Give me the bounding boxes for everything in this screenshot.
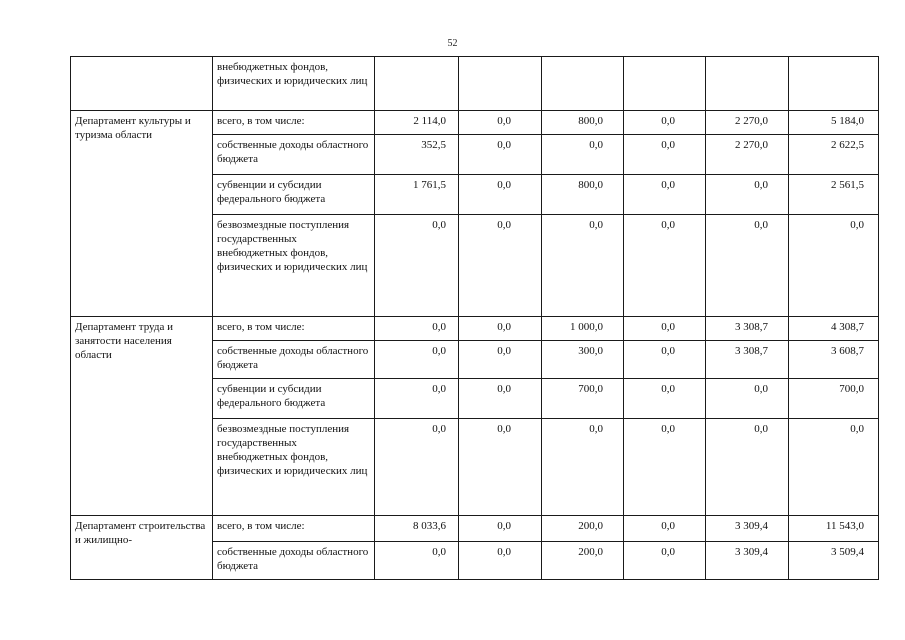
value-cell: 1 761,5 — [375, 175, 459, 215]
funding-source-cell: всего, в том числе: — [213, 111, 375, 135]
value-cell: 3 308,7 — [706, 317, 789, 341]
value-cell: 300,0 — [542, 341, 624, 379]
funding-source-cell: внебюджетных фондов, физических и юридических лиц — [213, 57, 375, 111]
funding-source-cell: собственные доходы областного бюджета — [213, 341, 375, 379]
funding-source-cell: всего, в том числе: — [213, 317, 375, 341]
value-cell: 0,0 — [789, 215, 879, 317]
value-cell: 800,0 — [542, 111, 624, 135]
value-cell: 0,0 — [624, 341, 706, 379]
value-cell: 3 509,4 — [789, 542, 879, 580]
value-cell: 0,0 — [624, 542, 706, 580]
department-cell: Департамент культуры и туризма области — [71, 111, 213, 317]
value-cell: 0,0 — [624, 516, 706, 542]
value-cell: 0,0 — [459, 215, 542, 317]
value-cell: 700,0 — [789, 379, 879, 419]
funding-source-cell: всего, в том числе: — [213, 516, 375, 542]
table-row — [71, 111, 879, 135]
value-cell: 0,0 — [375, 341, 459, 379]
value-cell: 700,0 — [542, 379, 624, 419]
value-cell: 0,0 — [459, 317, 542, 341]
value-cell: 0,0 — [459, 175, 542, 215]
value-cell: 352,5 — [375, 135, 459, 175]
value-cell: 0,0 — [624, 419, 706, 516]
value-cell: 0,0 — [459, 516, 542, 542]
department-cell: Департамент строительства и жилищно- — [71, 516, 213, 580]
value-cell: 2 622,5 — [789, 135, 879, 175]
value-cell: 0,0 — [542, 215, 624, 317]
value-cell: 0,0 — [375, 317, 459, 341]
value-cell — [542, 57, 624, 111]
funding-source-cell: безвозмездные поступления государственных внебюджетных фондов, физических и юридических лиц — [213, 215, 375, 317]
value-cell: 0,0 — [624, 135, 706, 175]
value-cell: 0,0 — [459, 341, 542, 379]
value-cell — [624, 57, 706, 111]
value-cell: 2 561,5 — [789, 175, 879, 215]
value-cell: 2 270,0 — [706, 135, 789, 175]
value-cell: 0,0 — [459, 419, 542, 516]
funding-source-cell: субвенции и субсидии федерального бюджета — [213, 175, 375, 215]
table-row — [71, 516, 879, 542]
value-cell: 0,0 — [375, 215, 459, 317]
value-cell: 11 543,0 — [789, 516, 879, 542]
value-cell — [789, 57, 879, 111]
value-cell: 1 000,0 — [542, 317, 624, 341]
value-cell: 8 033,6 — [375, 516, 459, 542]
value-cell: 200,0 — [542, 516, 624, 542]
funding-source-cell: собственные доходы областного бюджета — [213, 135, 375, 175]
funding-source-cell: безвозмездные поступления государственных внебюджетных фондов, физических и юридических лиц — [213, 419, 375, 516]
value-cell — [706, 57, 789, 111]
value-cell — [459, 57, 542, 111]
value-cell: 0,0 — [375, 419, 459, 516]
value-cell: 200,0 — [542, 542, 624, 580]
value-cell: 0,0 — [789, 419, 879, 516]
value-cell: 3 309,4 — [706, 516, 789, 542]
value-cell: 3 309,4 — [706, 542, 789, 580]
value-cell: 0,0 — [459, 135, 542, 175]
value-cell: 3 308,7 — [706, 341, 789, 379]
value-cell: 0,0 — [706, 215, 789, 317]
department-cell — [71, 57, 213, 111]
value-cell: 0,0 — [706, 379, 789, 419]
value-cell: 0,0 — [624, 215, 706, 317]
value-cell: 2 270,0 — [706, 111, 789, 135]
value-cell: 0,0 — [375, 542, 459, 580]
value-cell: 800,0 — [542, 175, 624, 215]
value-cell: 2 114,0 — [375, 111, 459, 135]
value-cell: 0,0 — [459, 379, 542, 419]
value-cell: 0,0 — [624, 111, 706, 135]
value-cell: 3 608,7 — [789, 341, 879, 379]
department-cell: Департамент труда и занятости населения области — [71, 317, 213, 516]
value-cell: 0,0 — [624, 317, 706, 341]
value-cell: 0,0 — [706, 175, 789, 215]
value-cell: 0,0 — [459, 542, 542, 580]
value-cell: 0,0 — [542, 419, 624, 516]
table-row — [71, 57, 879, 111]
value-cell — [375, 57, 459, 111]
funding-source-cell: собственные доходы областного бюджета — [213, 542, 375, 580]
value-cell: 0,0 — [459, 111, 542, 135]
value-cell: 4 308,7 — [789, 317, 879, 341]
value-cell: 0,0 — [375, 379, 459, 419]
table-row — [71, 317, 879, 341]
value-cell: 0,0 — [624, 175, 706, 215]
value-cell: 0,0 — [706, 419, 789, 516]
value-cell: 0,0 — [624, 379, 706, 419]
funding-source-cell: субвенции и субсидии федерального бюджета — [213, 379, 375, 419]
page-number: 52 — [447, 38, 458, 49]
value-cell: 0,0 — [542, 135, 624, 175]
value-cell: 5 184,0 — [789, 111, 879, 135]
funding-table — [70, 56, 879, 580]
